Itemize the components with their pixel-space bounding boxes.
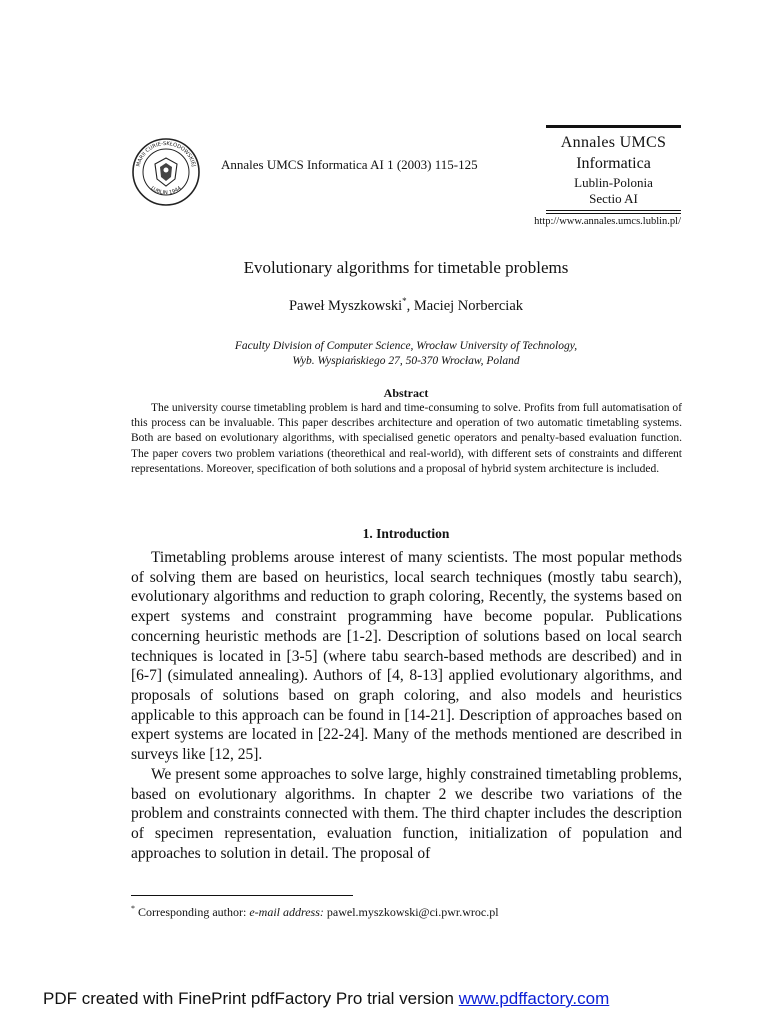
annales-subtitle: Informatica xyxy=(576,155,651,172)
svg-text:LUBLIN 1944: LUBLIN 1944 xyxy=(149,185,183,197)
journal-reference: Annales UMCS Informatica AI 1 (2003) 115-125 xyxy=(221,157,478,172)
annales-title: Annales UMCS xyxy=(560,134,667,151)
university-seal-logo xyxy=(131,137,201,207)
footnote-rule xyxy=(131,895,353,896)
introduction-paragraph-2: We present some approaches to solve large, highly constrained timetabling problems, based on evolutionary algorithms. In chapter 2 we describe two variations of the problem and constraints connected with them. The third chapter includes the description of specimen representation, evaluation function, initialization of population and approaches to solution in detail. The proposal of xyxy=(131,766,682,862)
header-rule-top xyxy=(546,125,681,128)
introduction-paragraph-1: Timetabling problems arouse interest of many scientists. The most popular methods of solving them are based on heuristics, local search techniques (mostly tabu search), evolutionary algorithms and reduction to graph coloring, Recently, the systems based on expert systems and constraint programming have become popular. Publications concerning heuristic methods are [1-2]. Description of solutions based on local search techniques is located in [3-5] (where tabu search-based methods are described) and in [6-7] (simulated annealing). Authors of [4, 8-13] applied evolutionary algorithms, and proposals of solutions based on graph coloring, and also models and heuristics applicable to this approach can be found in [14-21]. Description of approaches based on expert systems are located in [22-24]. Many of the methods mentioned are described in surveys like [12, 25]. xyxy=(131,549,682,764)
footnote-marker[interactable]: * xyxy=(402,296,407,306)
footnote-email-label: e-mail address: xyxy=(249,905,324,919)
header-rule-bottom-double xyxy=(546,213,681,214)
svg-text:MARII CURIE-SKŁODOWSKIEJ: MARII CURIE-SKŁODOWSKIEJ xyxy=(135,140,197,168)
abstract-heading: Abstract xyxy=(383,386,429,400)
footnote-prefix: Corresponding author: xyxy=(135,905,250,919)
author-first: Paweł Myszkowski xyxy=(288,297,403,314)
affiliation-line-2: Wyb. Wyspiańskiego 27, 50-370 Wrocław, Poland xyxy=(292,355,520,367)
abstract-text: The university course timetabling problem is hard and time-consuming to solve. Profits from full automatisation of this process can be invaluable. This paper describes architecture and operation of two automatic timetabling systems. Both are based on evolutionary algorithms, with specialised genetic operators and penalty-based evaluation function. The paper covers two problem variations (theorethical and real-world), with different sets of constraints and different representations. Moreover, specification of both solutions and a proposal of hybrid system architecture is included. xyxy=(131,402,682,475)
annales-sectio: Sectio AI xyxy=(589,191,638,206)
paper-title: Evolutionary algorithms for timetable problems xyxy=(243,258,569,277)
journal-url-link[interactable]: http://www.annales.umcs.lublin.pl/ xyxy=(534,216,681,227)
affiliation-line-1: Faculty Division of Computer Science, Wrocław University of Technology, xyxy=(234,340,578,352)
pdffactory-link[interactable]: www.pdffactory.com xyxy=(458,989,610,1008)
author-rest: , Maciej Norberciak xyxy=(406,297,524,314)
paper-authors xyxy=(130,296,682,315)
footnote-mark: * xyxy=(131,904,135,913)
introduction-heading: 1. Introduction xyxy=(362,526,450,541)
banner-text: PDF created with FinePrint pdfFactory Pro trial version xyxy=(43,989,459,1008)
footnote xyxy=(131,904,499,920)
pdf-creator-banner xyxy=(43,989,609,1009)
annales-place: Lublin-Polonia xyxy=(574,175,653,190)
header-rule-bottom xyxy=(546,210,681,211)
footnote-email[interactable]: pawel.myszkowski@ci.pwr.wroc.pl xyxy=(323,905,499,919)
